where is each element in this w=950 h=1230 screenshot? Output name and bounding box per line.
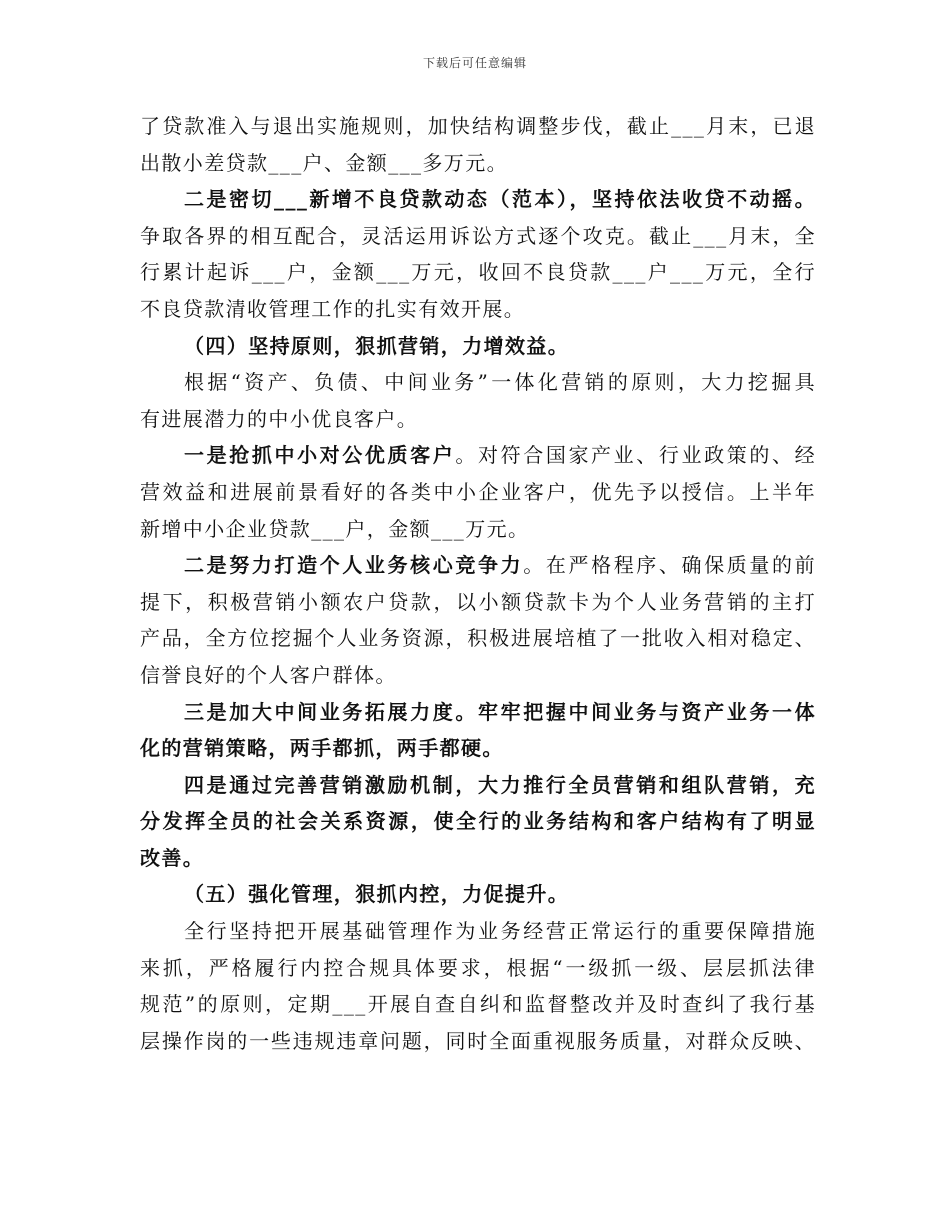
text-segment: 规范”的原则，定期___开展自查自纠和监督整改并及时查纠了我行基: [140, 992, 816, 1017]
paragraph: [140, 767, 816, 877]
text-line: [140, 108, 816, 145]
paragraph: [140, 913, 816, 1059]
bold-text-segment: （四）坚持原则，狠抓营销，力增效益。: [184, 333, 570, 358]
text-line: [140, 474, 816, 511]
bold-text-segment: 三是加大中间业务拓展力度。牢牢把握中间业务与资产业务一体: [184, 699, 816, 724]
text-line: [140, 767, 816, 804]
text-segment: 有进展潜力的中小优良客户。: [140, 406, 419, 431]
text-line: [140, 145, 816, 182]
text-line: [140, 694, 816, 731]
paragraph: [140, 876, 816, 913]
text-line: [140, 364, 816, 401]
text-segment: 产品，全方位挖掘个人业务资源，积极进展培植了一批收入相对稳定、: [140, 626, 816, 651]
text-line: [140, 803, 816, 840]
document-body: [140, 108, 816, 1059]
text-line: [140, 511, 816, 548]
bold-text-segment: 化的营销策略，两手都抓，两手都硬。: [140, 736, 504, 761]
text-segment: 不良贷款清收管理工作的扎实有效开展。: [140, 296, 526, 321]
bold-text-segment: 一是抢抓中小对公优质客户: [184, 443, 456, 468]
bold-text-segment: 四是通过完善营销激励机制，大力推行全员营销和组队营销，充: [184, 772, 816, 797]
paragraph: [140, 364, 816, 437]
text-line: [140, 620, 816, 657]
text-segment: 。对符合国家产业、行业政策的、经: [455, 443, 816, 468]
text-line: [140, 657, 816, 694]
bold-text-segment: 二是努力打造个人业务核心竞争力: [184, 553, 524, 578]
text-segment: 全行坚持把开展基础管理作为业务经营正常运行的重要保障措施: [184, 919, 816, 944]
paragraph: [140, 547, 816, 693]
text-segment: 。在严格程序、确保质量的前: [523, 553, 816, 578]
text-segment: 提下，积极营销小额农户贷款，以小额贷款卡为个人业务营销的主打: [140, 589, 816, 614]
page-header: 下载后可任意编辑: [422, 56, 527, 70]
paragraph: [140, 437, 816, 547]
text-line: [140, 547, 816, 584]
text-line: [140, 913, 816, 950]
text-segment: 营效益和进展前景看好的各类中小企业客户，优先予以授信。上半年: [140, 479, 816, 504]
paragraph: [140, 181, 816, 327]
text-line: [140, 218, 816, 255]
text-segment: 新增中小企业贷款___户，金额___万元。: [140, 516, 530, 541]
text-segment: 根据“资产、负债、中间业务”一体化营销的原则，大力挖掘具: [184, 370, 816, 395]
text-segment: 了贷款准入与退出实施规则，加快结构调整步伐，截止___月末，已退: [140, 114, 816, 138]
text-line: [140, 181, 816, 218]
text-line: [140, 401, 816, 438]
bold-text-segment: （五）强化管理，狠抓内控，力促提升。: [184, 882, 570, 907]
text-line: [140, 328, 816, 365]
text-segment: 信誉良好的个人客户群体。: [140, 662, 397, 687]
paragraph: [140, 328, 816, 365]
text-line: [140, 254, 816, 291]
text-line: [140, 730, 816, 767]
text-segment: 出散小差贷款___户、金额___多万元。: [140, 150, 508, 175]
text-segment: 层操作岗的一些违规违章问题，同时全面重视服务质量，对群众反映、: [140, 1028, 816, 1053]
text-line: [140, 437, 816, 474]
text-line: [140, 291, 816, 328]
bold-text-segment: 分发挥全员的社会关系资源，使全行的业务结构和客户结构有了明显: [140, 809, 816, 834]
paragraph: [140, 108, 816, 181]
text-line: [140, 1023, 816, 1060]
text-line: [140, 876, 816, 913]
text-segment: 来抓，严格履行内控合规具体要求，根据“一级抓一级、层层抓法律: [140, 955, 816, 980]
paragraph: [140, 694, 816, 767]
bold-text-segment: 二是密切___新增不良贷款动态（范本），坚持依法收贷不动摇。: [184, 187, 816, 212]
text-segment: 争取各界的相互配合，灵活运用诉讼方式逐个攻克。截止___月末，全: [140, 223, 816, 248]
text-line: [140, 950, 816, 987]
text-line: [140, 840, 816, 877]
text-line: [140, 584, 816, 621]
bold-text-segment: 改善。: [140, 845, 205, 870]
text-line: [140, 986, 816, 1023]
text-segment: 行累计起诉___户，金额___万元，收回不良贷款___户___万元，全行: [140, 260, 816, 285]
